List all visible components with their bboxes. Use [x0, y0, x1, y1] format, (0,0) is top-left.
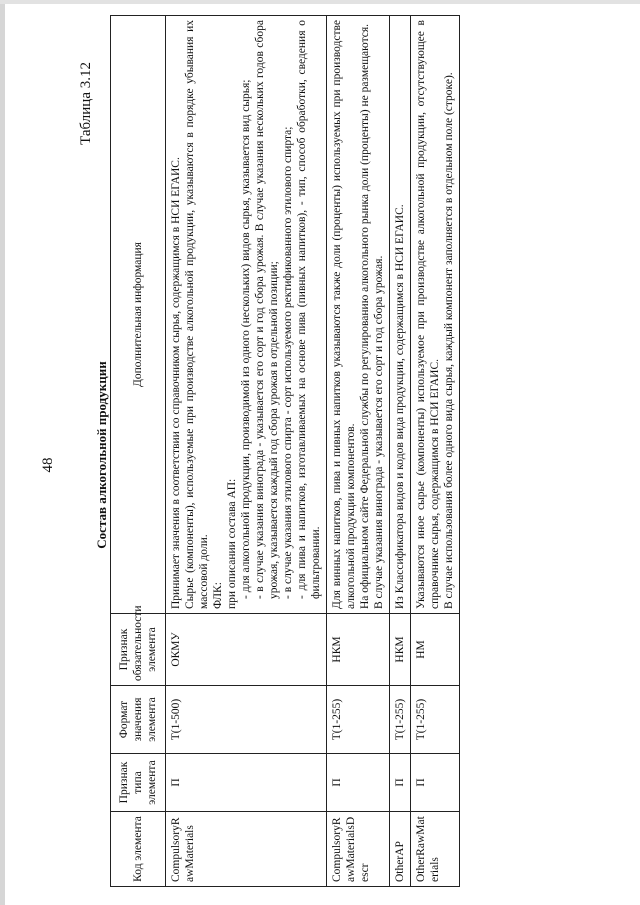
cell-format: Т(1-255)	[327, 686, 390, 754]
info-line: Сырье (компоненты), используемые при производстве алкогольной продукции, указываются в порядке убывания их массовой доли.	[184, 20, 211, 609]
table-label: Таблица 3.12	[78, 62, 94, 145]
cell-info	[327, 16, 390, 614]
cell-code: OtherRawMaterials	[411, 812, 460, 887]
table-row	[411, 16, 460, 887]
cell-required: НКМ	[390, 614, 411, 686]
info-line: Указываются иное сырье (компоненты) используемое при производстве алкогольной продукции, отсутствующее в справочнике сырья, содержащимся в НСИ ЕГАИС.	[415, 20, 442, 609]
table-row	[166, 16, 327, 887]
cell-info	[411, 16, 460, 614]
cell-info	[390, 16, 411, 614]
info-line: Для винных напитков, пива и пивных напитков указываются также доли (проценты) используемых при производстве алкогольной продукции компонентов.	[331, 20, 358, 609]
info-line: В случае использования более одного вида сырья, каждый компонент заполняется в отдельном поле (строке).	[443, 72, 456, 609]
info-line: В случае указания винограда - указывается его сорт и год сбора урожая.	[373, 255, 386, 609]
cell-type: П	[411, 754, 460, 812]
info-line: Принимает значения в соответствии со справочником сырья, содержащимся в НСИ ЕГАИС.	[170, 157, 183, 609]
table-row	[390, 16, 411, 887]
cell-type: П	[166, 754, 327, 812]
composition-table	[110, 15, 460, 887]
header-required: Признак обязательности элемента	[111, 614, 166, 686]
header-format: Формат значения элемента	[111, 686, 166, 754]
cell-code: CompulsoryRawMaterials	[166, 812, 327, 887]
info-line: Из Классификатора видов и кодов вида продукции, содержащимся в НСИ ЕГАИС.	[394, 204, 407, 609]
info-line: - в случае указания винограда - указывается его сорт и год сбора урожая. В случае указания нескольких годов сбора урожая, указывается каждый год сбора урожая в отдельной позиции;	[254, 20, 281, 599]
cell-format: Т(1-255)	[411, 686, 460, 754]
info-line: при описании состава АП:	[226, 478, 239, 609]
cell-type: П	[327, 754, 390, 812]
cell-required: НМ	[411, 614, 460, 686]
cell-required: ОКМУ	[166, 614, 327, 686]
cell-required: НКМ	[327, 614, 390, 686]
info-line: На официальном сайте Федеральной службы по регулированию алкогольного рынка доли (проценты) не размещаются.	[359, 23, 372, 609]
info-line: - для алкогольной продукции, производимой из одного (нескольких) видов сырья, указывается вид сырья;	[240, 79, 253, 599]
cell-code: CompulsoryRawMaterialsDescr	[327, 812, 390, 887]
info-line: - в случае указания этилового спирта - сорт используемого ректификованного этилового спирта;	[282, 126, 295, 599]
header-info: Дополнительная информация	[111, 16, 166, 614]
header-code: Код элемента	[111, 812, 166, 887]
cell-format: Т(1-500)	[166, 686, 327, 754]
info-line: - для пива и напитков, изготавливаемых на основе пива (пивных напитков), - тип, способ обработки, сведения о фильтровании.	[296, 20, 323, 599]
header-type: Признак типа элемента	[111, 754, 166, 812]
info-line: ФЛК:	[212, 582, 225, 609]
cell-code: OtherAP	[390, 812, 411, 887]
table-title: Состав алкогольной продукции	[94, 361, 109, 549]
cell-info	[166, 16, 327, 614]
table-header-row	[111, 16, 166, 887]
page-number: 48	[40, 457, 56, 473]
cell-type: П	[390, 754, 411, 812]
table-row	[327, 16, 390, 887]
cell-format: Т(1-255)	[390, 686, 411, 754]
